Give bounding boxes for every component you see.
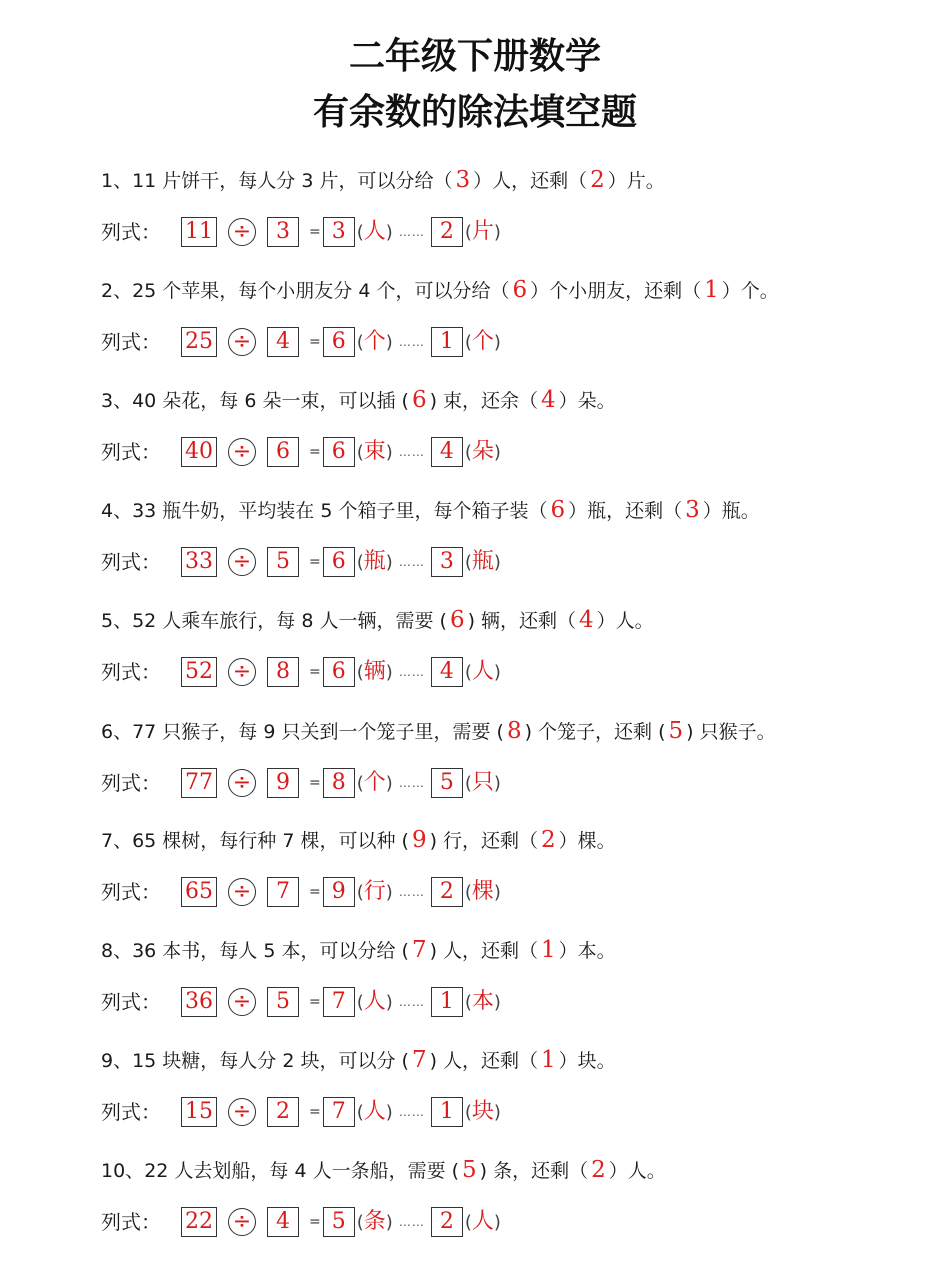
paren-open: ( (356, 881, 364, 903)
remainder-dots: …… (398, 335, 425, 349)
remainder-unit-text: 片 (471, 218, 494, 244)
divisor-box: 9 (267, 768, 299, 798)
quotient-unit (357, 320, 393, 365)
quotient-box: 6 (323, 437, 355, 467)
remainder-dots: …… (398, 445, 425, 459)
remainder-box: 5 (431, 768, 463, 798)
worksheet-title: 二年级下册数学 (348, 36, 601, 77)
question-text: 15 块糖，每人分 2 块，可以分 ( (132, 1050, 409, 1072)
problem-question (101, 1040, 616, 1080)
problem-number: 4、 (101, 500, 133, 522)
question-text: 40 朵花，每 6 朵一束，可以插 ( (132, 390, 409, 412)
question-text: 33 瓶牛奶，平均装在 5 个箱子里，每个箱子装（ (132, 500, 548, 522)
problem-number: 10、 (101, 1160, 145, 1182)
answer-remainder: 1 (704, 277, 719, 303)
formula-line (101, 1200, 505, 1244)
remainder-unit (465, 1200, 501, 1245)
quotient-unit-text: 个 (363, 328, 386, 354)
remainder-unit-text: 只 (471, 769, 494, 795)
question-text: ）本。 (558, 940, 616, 962)
question-text: ）棵。 (558, 830, 616, 852)
paren-open: ( (356, 1101, 364, 1123)
formula-line (101, 430, 505, 474)
remainder-unit (465, 210, 501, 255)
divisor-box: 2 (267, 1097, 299, 1127)
question-text: ) 束，还余（ (429, 390, 539, 412)
problem-item (101, 160, 921, 270)
quotient-box: 8 (323, 768, 355, 798)
remainder-unit-text: 块 (471, 1098, 494, 1124)
paren-open: ( (464, 991, 472, 1013)
quotient-box: 7 (323, 987, 355, 1017)
answer-remainder: 3 (685, 497, 700, 523)
problem-question (101, 160, 665, 200)
paren-close: ) (493, 1211, 501, 1233)
quotient-unit (357, 210, 393, 255)
question-text: ) 辆，还剩（ (467, 610, 577, 632)
divide-symbol: ÷ (228, 769, 256, 797)
quotient-unit (357, 1090, 393, 1135)
question-text: ）人。 (596, 610, 654, 632)
quotient-box: 5 (323, 1207, 355, 1237)
question-text: ) 只猴子。 (686, 721, 776, 743)
answer-remainder: 5 (668, 718, 684, 744)
paren-close: ) (385, 881, 393, 903)
question-text: ）人。 (608, 1160, 666, 1182)
problem-item (101, 490, 921, 600)
remainder-unit (465, 430, 501, 475)
remainder-box: 3 (431, 547, 463, 577)
problem-number: 1、 (101, 170, 133, 192)
equals-sign: = (309, 775, 321, 791)
quotient-unit (357, 430, 393, 475)
answer-quotient: 7 (411, 937, 427, 963)
divide-symbol: ÷ (228, 1098, 256, 1126)
paren-open: ( (464, 881, 472, 903)
paren-open: ( (464, 772, 472, 794)
problem-question (101, 711, 776, 751)
divisor-box: 4 (267, 1207, 299, 1237)
question-text: 36 本书，每人 5 本，可以分给 ( (132, 940, 409, 962)
dividend-box: 22 (181, 1207, 217, 1237)
paren-open: ( (356, 331, 364, 353)
paren-close: ) (385, 441, 393, 463)
remainder-dots: …… (398, 1105, 425, 1119)
question-text: ）个。 (721, 280, 779, 302)
dividend-box: 36 (181, 987, 217, 1017)
worksheet-subtitle: 有余数的除法填空题 (312, 92, 637, 133)
remainder-dots: …… (398, 776, 425, 790)
formula-label: 列式： (101, 990, 161, 1014)
equals-sign: = (309, 1104, 321, 1120)
quotient-unit-text: 辆 (363, 658, 386, 684)
paren-open: ( (464, 441, 472, 463)
paren-open: ( (464, 551, 472, 573)
quotient-unit-text: 束 (363, 438, 386, 464)
answer-quotient: 6 (512, 277, 528, 303)
problem-question (101, 930, 616, 970)
equals-sign: = (309, 994, 321, 1010)
problem-question (101, 1150, 666, 1190)
formula-line (101, 980, 505, 1024)
remainder-dots: …… (398, 995, 425, 1009)
remainder-unit-text: 棵 (471, 878, 494, 904)
remainder-box: 1 (431, 1097, 463, 1127)
paren-close: ) (385, 991, 393, 1013)
formula-line (101, 761, 505, 805)
question-text: 65 棵树，每行种 7 棵，可以种 ( (132, 830, 409, 852)
question-text: ）片。 (607, 170, 665, 192)
question-text: ) 条，还剩（ (479, 1160, 589, 1182)
paren-close: ) (493, 441, 501, 463)
equals-sign: = (309, 554, 321, 570)
question-text: 77 只猴子，每 9 只关到一个笼子里，需要 ( (132, 721, 504, 743)
paren-close: ) (493, 772, 501, 794)
remainder-dots: …… (398, 555, 425, 569)
question-text: ) 个笼子，还剩 ( (524, 721, 666, 743)
remainder-box: 2 (431, 877, 463, 907)
paren-close: ) (385, 1211, 393, 1233)
dividend-box: 52 (181, 657, 217, 687)
paren-open: ( (356, 551, 364, 573)
problem-item (101, 380, 921, 490)
remainder-box: 1 (431, 987, 463, 1017)
divide-symbol: ÷ (228, 548, 256, 576)
answer-remainder: 1 (541, 1047, 556, 1073)
paren-close: ) (385, 772, 393, 794)
formula-line (101, 650, 505, 694)
question-text: ）人，还剩（ (473, 170, 588, 192)
remainder-box: 2 (431, 217, 463, 247)
quotient-unit (357, 870, 393, 915)
remainder-dots: …… (398, 665, 425, 679)
problem-number: 6、 (101, 721, 133, 743)
quotient-unit (357, 540, 393, 585)
problem-number: 3、 (101, 390, 133, 412)
dividend-box: 40 (181, 437, 217, 467)
remainder-unit-text: 朵 (471, 438, 494, 464)
formula-line (101, 320, 505, 364)
quotient-unit-text: 瓶 (363, 548, 386, 574)
equals-sign: = (309, 224, 321, 240)
paren-open: ( (464, 331, 472, 353)
remainder-unit-text: 个 (471, 328, 494, 354)
quotient-unit-text: 人 (363, 1098, 386, 1124)
divide-symbol: ÷ (228, 438, 256, 466)
divide-symbol: ÷ (228, 328, 256, 356)
question-text: ) 人，还剩（ (429, 1050, 539, 1072)
remainder-unit (465, 870, 501, 915)
problem-question (101, 600, 654, 640)
answer-quotient: 8 (506, 718, 522, 744)
remainder-box: 4 (431, 657, 463, 687)
paren-open: ( (356, 772, 364, 794)
answer-remainder: 2 (541, 827, 556, 853)
remainder-unit (465, 980, 501, 1025)
paren-open: ( (356, 991, 364, 1013)
formula-line (101, 1090, 505, 1134)
question-text: 22 人去划船，每 4 人一条船，需要 ( (144, 1160, 460, 1182)
paren-open: ( (464, 1211, 472, 1233)
answer-remainder: 1 (541, 937, 556, 963)
quotient-unit-text: 个 (363, 769, 386, 795)
problem-number: 9、 (101, 1050, 133, 1072)
formula-label: 列式： (101, 550, 161, 574)
formula-line (101, 870, 505, 914)
paren-open: ( (356, 221, 364, 243)
quotient-box: 6 (323, 657, 355, 687)
answer-quotient: 9 (411, 827, 427, 853)
remainder-unit (465, 650, 501, 695)
problem-item (101, 1150, 921, 1260)
divide-symbol: ÷ (228, 218, 256, 246)
paren-open: ( (356, 441, 364, 463)
question-text: ）瓶，还剩（ (568, 500, 683, 522)
divide-symbol: ÷ (228, 988, 256, 1016)
quotient-unit (357, 761, 393, 806)
problem-number: 5、 (101, 610, 133, 632)
paren-open: ( (464, 221, 472, 243)
formula-label: 列式： (101, 880, 161, 904)
remainder-unit (465, 761, 501, 806)
problem-number: 7、 (101, 830, 133, 852)
problem-question (101, 490, 760, 530)
paren-close: ) (493, 221, 501, 243)
formula-label: 列式： (101, 220, 161, 244)
dividend-box: 15 (181, 1097, 217, 1127)
remainder-unit (465, 540, 501, 585)
quotient-box: 6 (323, 327, 355, 357)
paren-close: ) (493, 661, 501, 683)
divisor-box: 8 (267, 657, 299, 687)
question-text: 11 片饼干，每人分 3 片，可以分给（ (132, 170, 453, 192)
problem-question (101, 270, 779, 310)
problem-number: 8、 (101, 940, 133, 962)
answer-remainder: 2 (590, 167, 605, 193)
question-text: ）块。 (558, 1050, 616, 1072)
question-text: ）瓶。 (702, 500, 760, 522)
quotient-unit (357, 980, 393, 1025)
question-text: ）个小朋友，还剩（ (530, 280, 702, 302)
paren-close: ) (385, 1101, 393, 1123)
remainder-dots: …… (398, 1215, 425, 1229)
remainder-box: 4 (431, 437, 463, 467)
answer-quotient: 6 (411, 387, 427, 413)
quotient-unit (357, 650, 393, 695)
divisor-box: 3 (267, 217, 299, 247)
paren-close: ) (493, 991, 501, 1013)
answer-remainder: 4 (541, 387, 556, 413)
answer-quotient: 5 (462, 1157, 477, 1183)
equals-sign: = (309, 1214, 321, 1230)
answer-remainder: 2 (591, 1157, 606, 1183)
question-text: ) 行，还剩（ (429, 830, 539, 852)
question-text: 25 个苹果，每个小朋友分 4 个，可以分给（ (132, 280, 510, 302)
answer-quotient: 6 (550, 497, 566, 523)
remainder-box: 2 (431, 1207, 463, 1237)
formula-label: 列式： (101, 660, 161, 684)
quotient-unit-text: 人 (363, 988, 386, 1014)
remainder-unit-text: 人 (471, 658, 494, 684)
quotient-unit-text: 条 (363, 1208, 386, 1234)
dividend-box: 11 (181, 217, 217, 247)
remainder-unit-text: 瓶 (471, 548, 494, 574)
quotient-unit-text: 人 (363, 218, 386, 244)
divisor-box: 4 (267, 327, 299, 357)
answer-quotient: 6 (449, 607, 465, 633)
quotient-unit-text: 行 (363, 878, 386, 904)
equals-sign: = (309, 334, 321, 350)
paren-close: ) (493, 551, 501, 573)
answer-remainder: 4 (579, 607, 594, 633)
paren-close: ) (385, 331, 393, 353)
paren-open: ( (464, 1101, 472, 1123)
paren-close: ) (493, 881, 501, 903)
dividend-box: 33 (181, 547, 217, 577)
remainder-dots: …… (398, 225, 425, 239)
formula-line (101, 540, 505, 584)
divisor-box: 7 (267, 877, 299, 907)
equals-sign: = (309, 444, 321, 460)
equals-sign: = (309, 884, 321, 900)
quotient-box: 6 (323, 547, 355, 577)
paren-open: ( (356, 1211, 364, 1233)
remainder-unit-text: 本 (471, 988, 494, 1014)
problem-item (101, 1040, 921, 1150)
question-text: 52 人乘车旅行，每 8 人一辆，需要 ( (132, 610, 447, 632)
formula-label: 列式： (101, 440, 161, 464)
remainder-dots: …… (398, 885, 425, 899)
problem-question (101, 380, 616, 420)
problem-number: 2、 (101, 280, 133, 302)
divisor-box: 6 (267, 437, 299, 467)
formula-label: 列式： (101, 1100, 161, 1124)
divide-symbol: ÷ (228, 658, 256, 686)
dividend-box: 25 (181, 327, 217, 357)
paren-close: ) (493, 1101, 501, 1123)
problem-item (101, 711, 921, 821)
question-text: ）朵。 (558, 390, 616, 412)
answer-quotient: 7 (411, 1047, 427, 1073)
formula-label: 列式： (101, 330, 161, 354)
formula-line (101, 210, 505, 254)
formula-label: 列式： (101, 771, 161, 795)
answer-quotient: 3 (455, 167, 471, 193)
divisor-box: 5 (267, 547, 299, 577)
quotient-box: 9 (323, 877, 355, 907)
quotient-box: 3 (323, 217, 355, 247)
remainder-unit-text: 人 (471, 1208, 494, 1234)
paren-close: ) (493, 331, 501, 353)
formula-label: 列式： (101, 1210, 161, 1234)
paren-close: ) (385, 661, 393, 683)
problem-item (101, 270, 921, 380)
quotient-unit (357, 1200, 393, 1245)
paren-close: ) (385, 221, 393, 243)
remainder-box: 1 (431, 327, 463, 357)
equals-sign: = (309, 664, 321, 680)
paren-open: ( (356, 661, 364, 683)
question-text: ) 人，还剩（ (429, 940, 539, 962)
problem-item (101, 820, 921, 930)
paren-open: ( (464, 661, 472, 683)
quotient-box: 7 (323, 1097, 355, 1127)
divide-symbol: ÷ (228, 1208, 256, 1236)
remainder-unit (465, 320, 501, 365)
remainder-unit (465, 1090, 501, 1135)
problem-item (101, 930, 921, 1040)
problem-question (101, 820, 616, 860)
paren-close: ) (385, 551, 393, 573)
divisor-box: 5 (267, 987, 299, 1017)
dividend-box: 65 (181, 877, 217, 907)
dividend-box: 77 (181, 768, 217, 798)
problem-item (101, 600, 921, 710)
divide-symbol: ÷ (228, 878, 256, 906)
